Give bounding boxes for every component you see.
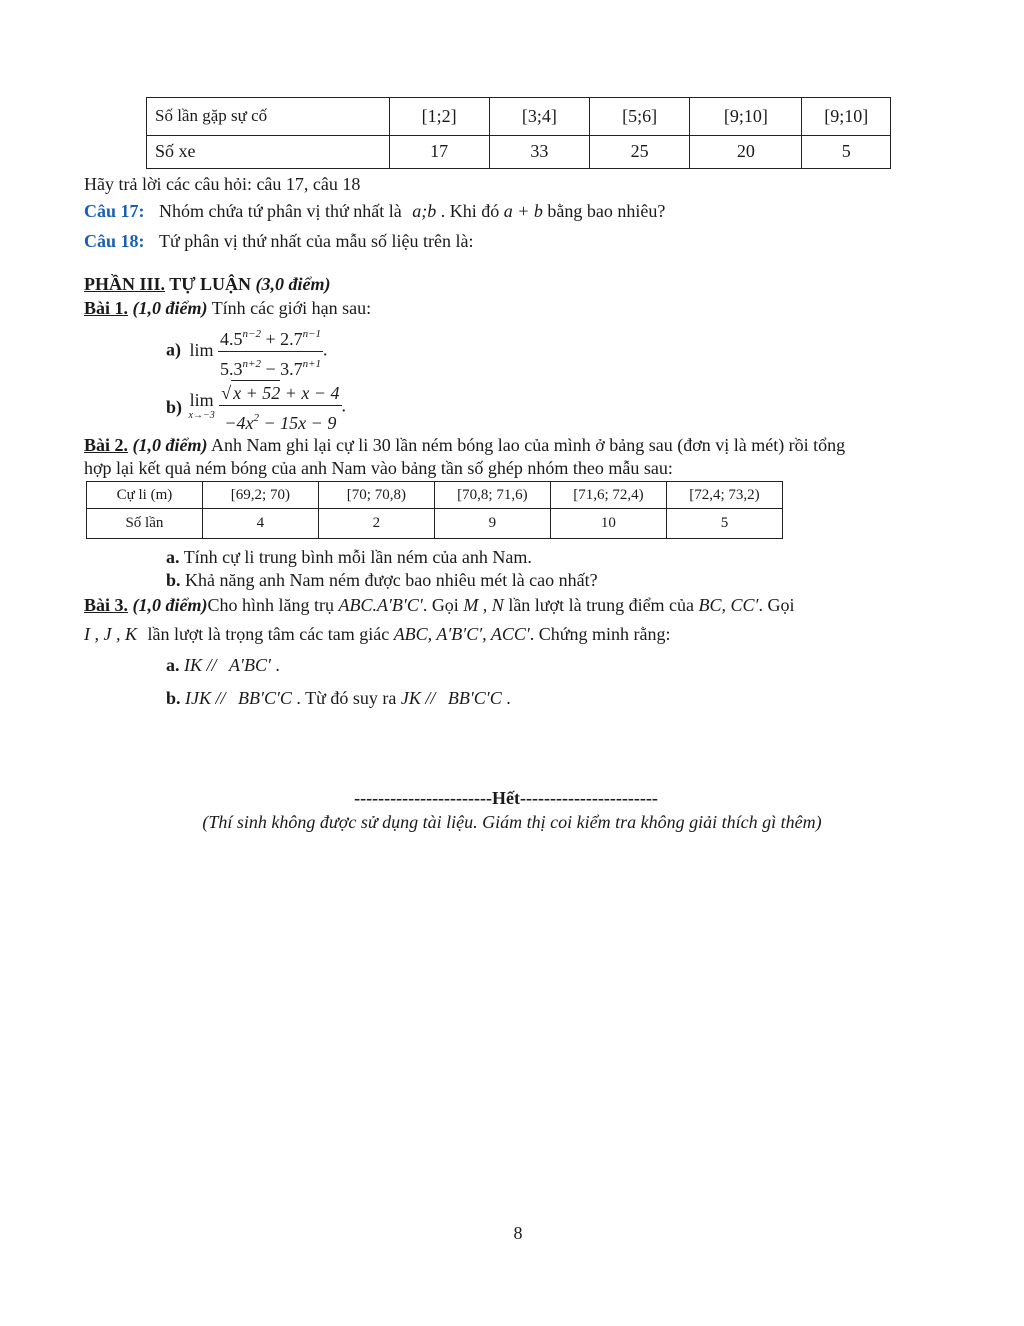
fraction: $\frac{4.5^{n-2} + 2.7^{n-1}}{5.3^{n+2} - 3.7^{n+1}}$ xyxy=(218,322,323,381)
end-note: (Thí sinh không được sử dụng tài liệu. Giám thị coi kiểm tra không giải thích gì thêm) xyxy=(202,812,822,832)
table-cell: 10 xyxy=(550,509,666,539)
table-cell: [1;2] xyxy=(389,98,489,136)
end-line: -----------------------Hết----------------------- xyxy=(354,788,658,808)
fraction: $\frac{√ x + 52 + x - 4}{-4x^2 - 15x - 9}$ xyxy=(219,380,341,435)
page-number: 8 xyxy=(513,1223,523,1243)
bai3-b: b. IJK // BB′C′C . Từ đó suy ra JK // BB′C′C . xyxy=(166,688,511,708)
table-cell: [69,2; 70) xyxy=(202,482,318,509)
table-cell: 9 xyxy=(434,509,550,539)
table-cell: [5;6] xyxy=(590,98,690,136)
question-label: Câu 17: xyxy=(84,201,145,221)
section-title: PHẦN III. TỰ LUẬN (3,0 điểm) xyxy=(84,274,331,294)
table-cell: 25 xyxy=(590,135,690,168)
intro-text: Hãy trả lời các câu hỏi: câu 17, câu 18 xyxy=(84,174,361,194)
table-cell: 33 xyxy=(489,135,589,168)
table-throws xyxy=(86,481,783,539)
table-incidents xyxy=(146,97,891,169)
table-cell: [3;4] xyxy=(489,98,589,136)
bai2-b: b. Khả năng anh Nam ném được bao nhiêu mét là cao nhất? xyxy=(166,570,598,590)
bai1-b: b) lim x→−3 $\frac{√ x + 52 + x - 4}{-4x^2 - 15x - 9}$ . xyxy=(166,380,346,435)
table-cell: 5 xyxy=(802,135,891,168)
bai2-text: hợp lại kết quả ném bóng của anh Nam vào bảng tần số ghép nhóm theo mẫu sau: xyxy=(84,458,673,478)
question-label: Câu 18: xyxy=(84,231,145,251)
table-cell: 20 xyxy=(690,135,802,168)
table-cell: [70; 70,8) xyxy=(318,482,434,509)
table-cell: 2 xyxy=(318,509,434,539)
bai3-text: I , J , K lần lượt là trọng tâm các tam giác ABC, A′B′C′, ACC′. Chứng minh rằng: xyxy=(84,624,671,644)
table-cell: [9;10] xyxy=(802,98,891,136)
bai3-a: a. IK // A′BC′ . xyxy=(166,655,280,675)
table-row-header: Số xe xyxy=(147,135,390,168)
table-cell: [71,6; 72,4) xyxy=(550,482,666,509)
table-cell: [70,8; 71,6) xyxy=(434,482,550,509)
table-cell: 17 xyxy=(389,135,489,168)
table-row-header: Số lần gặp sự cố xyxy=(147,98,390,136)
question-18: Câu 18: Tứ phân vị thứ nhất của mẫu số liệu trên là: xyxy=(84,231,474,251)
bai2-heading: Bài 2. (1,0 điểm) Anh Nam ghi lại cự li 30 lần ném bóng lao của mình ở bảng sau (đơn vị là mét) rồi tổng xyxy=(84,435,846,455)
table-cell: [72,4; 73,2) xyxy=(666,482,782,509)
bai3-heading: Bài 3. (1,0 điểm)Cho hình lăng trụ ABC.A′B′C′. Gọi M , N lần lượt là trung điểm của BC, CC′. Gọi xyxy=(84,595,795,615)
table-cell: 5 xyxy=(666,509,782,539)
bai1-heading: Bài 1. (1,0 điểm) Tính các giới hạn sau: xyxy=(84,298,372,318)
table-cell: [9;10] xyxy=(690,98,802,136)
bai2-a: a. Tính cự li trung bình mỗi lần ném của anh Nam. xyxy=(166,547,532,567)
table-row-header: Số lần xyxy=(87,509,203,539)
table-cell: 4 xyxy=(202,509,318,539)
table-row-header: Cự li (m) xyxy=(87,482,203,509)
bai1-a: a) lim $\frac{4.5^{n-2} + 2.7^{n-1}}{5.3^{n+2} - 3.7^{n+1}}$ . xyxy=(166,322,328,381)
question-17: Câu 17: Nhóm chứa tứ phân vị thứ nhất là a;b . Khi đó a + b bằng bao nhiêu? xyxy=(84,201,666,221)
